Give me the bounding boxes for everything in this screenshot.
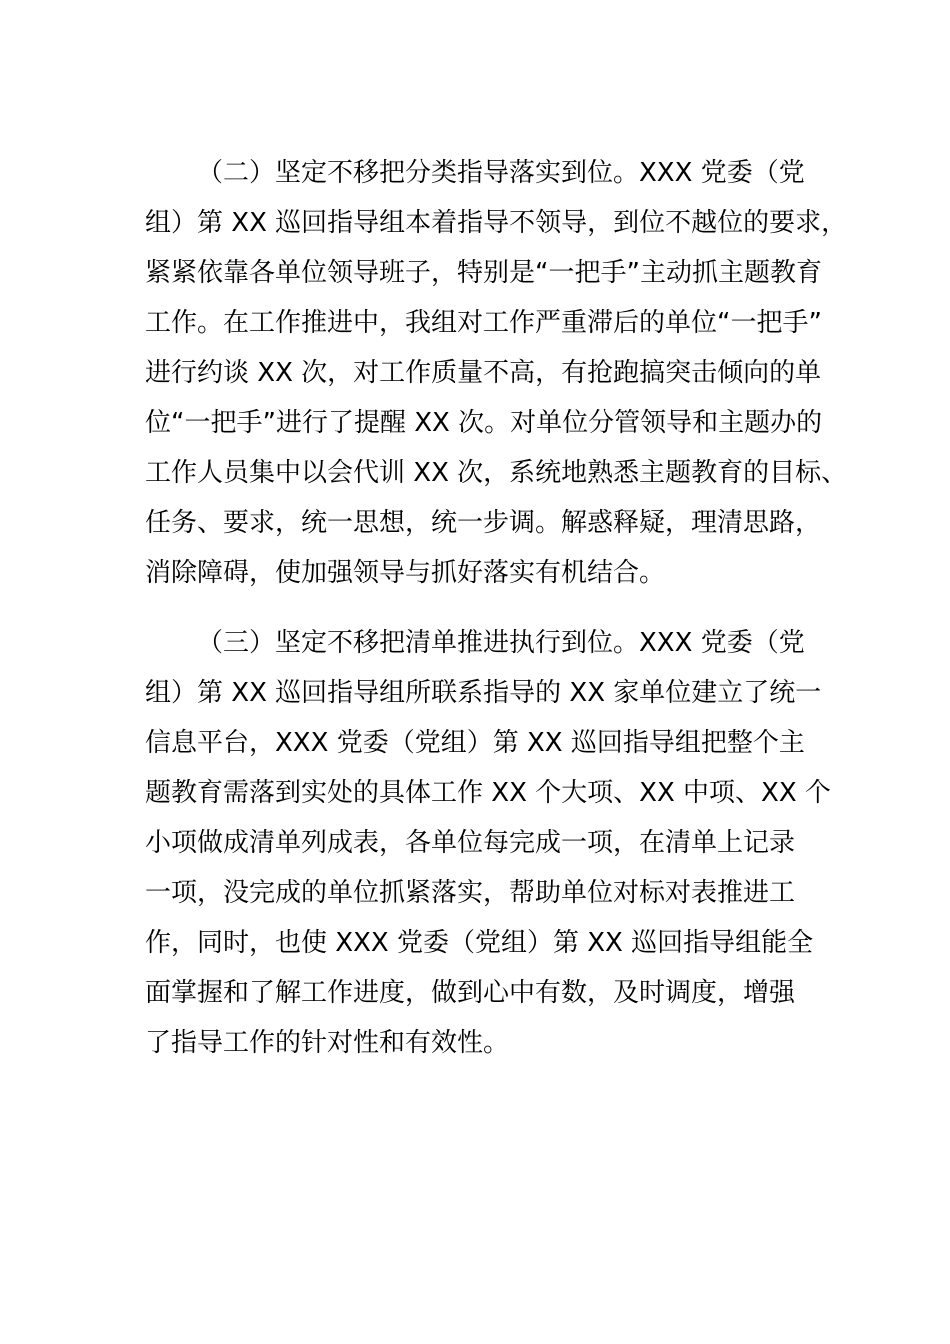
text-line: 一项，没完成的单位抓紧落实，帮助单位对标对表推进工 bbox=[145, 878, 796, 908]
text-line: 工作人员集中以会代训 XX 次，系统地熟悉主题教育的目标、 bbox=[145, 458, 848, 488]
text-line: 作，同时，也使 XXX 党委（党组）第 XX 巡回指导组能全 bbox=[145, 928, 814, 958]
text-line: 进行约谈 XX 次，对工作质量不高，有抢跑搞突击倾向的单 bbox=[145, 358, 822, 388]
text-line: 紧紧依靠各单位领导班子，特别是“一把手”主动抓主题教育 bbox=[145, 258, 822, 288]
text-line: 信息平台，XXX 党委（党组）第 XX 巡回指导组把整个主 bbox=[145, 728, 805, 758]
text-line: 组）第 XX 巡回指导组所联系指导的 XX 家单位建立了统一 bbox=[145, 678, 822, 708]
text-line: 面掌握和了解工作进度，做到心中有数，及时调度，增强 bbox=[145, 978, 796, 1008]
text-line: 小项做成清单列成表，各单位每完成一项，在清单上记录 bbox=[145, 828, 796, 858]
paragraph-section-3 bbox=[145, 618, 831, 1068]
text-line: 组）第 XX 巡回指导组本着指导不领导，到位不越位的要求， bbox=[145, 208, 848, 238]
text-line: 任务、要求，统一思想，统一步调。解惑释疑，理清思路， bbox=[145, 508, 822, 538]
paragraph-section-2 bbox=[145, 148, 848, 598]
text-line: 消除障碍，使加强领导与抓好落实有机结合。 bbox=[145, 558, 666, 588]
text-line: 题教育需落到实处的具体工作 XX 个大项、XX 中项、XX 个 bbox=[145, 778, 831, 808]
text-line: （二）坚定不移把分类指导落实到位。XXX 党委（党 bbox=[197, 158, 805, 188]
text-line: 工作。在工作推进中，我组对工作严重滞后的单位“一把手” bbox=[145, 308, 822, 338]
text-line: 了指导工作的针对性和有效性。 bbox=[145, 1028, 510, 1058]
text-line: （三）坚定不移把清单推进执行到位。XXX 党委（党 bbox=[197, 628, 805, 658]
text-line: 位“一把手”进行了提醒 XX 次。对单位分管领导和主题办的 bbox=[145, 408, 823, 438]
